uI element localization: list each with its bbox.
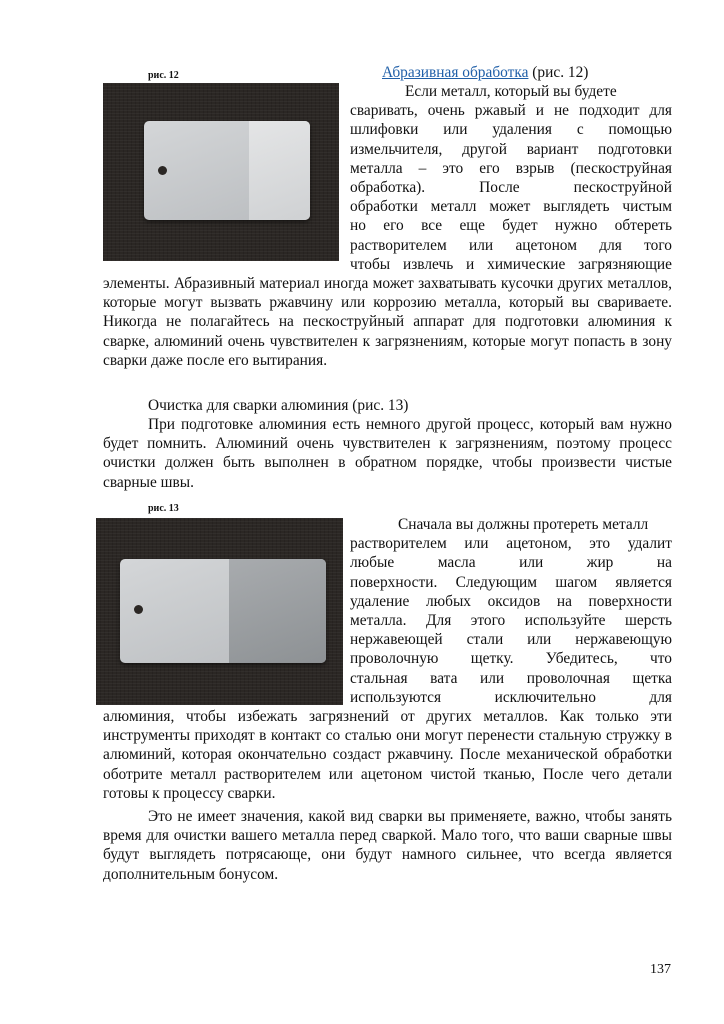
text-line: Сначала вы должны протереть металл	[398, 516, 649, 533]
text-line: стальная вата или проволочная щетка	[350, 669, 672, 687]
text-line: металла. Для этого используйте шерсть	[350, 612, 672, 630]
section-3-paragraph: алюминия, чтобы избежать загрязнений от других металлов. Как только эти инструменты приходят в контакт со сталью они могут перенести стальную стружку в алюминий, которая окончательно создаст ржавчину. После механической обработки оботрите металл растворителем или ацетоном чистой тканью, После чего детали готовы к процессу сварки.	[103, 708, 672, 802]
text-line: любые масла или жир на	[350, 554, 672, 572]
text-line: используются исключительно для	[350, 688, 672, 706]
text-line: растворителем или ацетоном, это удалит	[350, 535, 672, 553]
text-line: обработка). После пескоструйной	[350, 179, 672, 197]
section-2-paragraph: При подготовке алюминия есть немного другой процесс, который вам нужно будет помнить. Алюминий очень чувствителен к загрязнениям, поэтому процесс очистки должен быть выполнен в обратном порядке, чтобы произвести чистые сварные швы.	[103, 416, 672, 491]
section-1-paragraph: элементы. Абразивный материал иногда может захватывать кусочки других металлов, которые могут вызвать ржавчину или коррозию металла, который вы свариваете. Никогда не полагайтесь на пескоструйный аппарат для подготовки алюминия к сварке, алюминий очень чувствителен к загрязнениям, которые могут попасть в зону сварки даже после его вытирания.	[103, 275, 672, 369]
page-number: 137	[650, 962, 671, 977]
section-2-heading: Очистка для сварки алюминия (рис. 13)	[148, 397, 409, 414]
text-line: шлифовки или удаления с помощью	[350, 121, 672, 139]
aluminum-plate	[120, 559, 326, 663]
plate-hole	[158, 166, 167, 175]
text-line: сваривать, очень ржавый и не подходит для	[350, 102, 672, 120]
figure-12-photo	[103, 83, 339, 261]
brushed-area	[229, 559, 326, 663]
text-line: но его все еще будет нужно обтереть	[350, 217, 672, 235]
text-line: удаление любых оксидов на поверхности	[350, 592, 672, 610]
figure-12-caption: рис. 12	[148, 70, 179, 81]
text-line: поверхности. Следующим шагом является	[350, 573, 672, 591]
text-line: Если металл, который вы будете	[405, 83, 617, 100]
plate-hole	[134, 605, 143, 614]
text-line: растворителем или ацетоном для того	[350, 236, 672, 254]
text-line: нержавеющей стали или нержавеющую	[350, 631, 672, 649]
text-line: металла – это его взрыв (пескоструйная	[350, 159, 672, 177]
section-3-wrapped-text	[350, 515, 672, 707]
text-line: обработки металл может выглядеть чистым	[350, 198, 672, 216]
section-1-heading: Абразивная обработка (рис. 12)	[382, 64, 589, 81]
abrasive-treatment-link[interactable]: Абразивная обработка	[382, 64, 529, 81]
sandblasted-area	[249, 121, 310, 220]
figure-13-photo	[96, 518, 343, 705]
section-1-wrapped-text	[350, 82, 672, 274]
text-line: чтобы извлечь и химические загрязняющие	[350, 255, 672, 273]
section-4-paragraph: Это не имеет значения, какой вид сварки вы применяете, важно, чтобы занять время для очистки вашего металла перед сваркой. Мало того, что ваши сварные швы будут выглядеть потрясающе, они будут намного сильнее, что всегда является дополнительным бонусом.	[103, 808, 672, 883]
figure-13-caption: рис. 13	[148, 503, 179, 514]
aluminum-plate	[144, 121, 310, 220]
text-line: проволочную щетку. Убедитесь, что	[350, 650, 672, 668]
text-line: измельчителя, другой вариант подготовки	[350, 140, 672, 158]
